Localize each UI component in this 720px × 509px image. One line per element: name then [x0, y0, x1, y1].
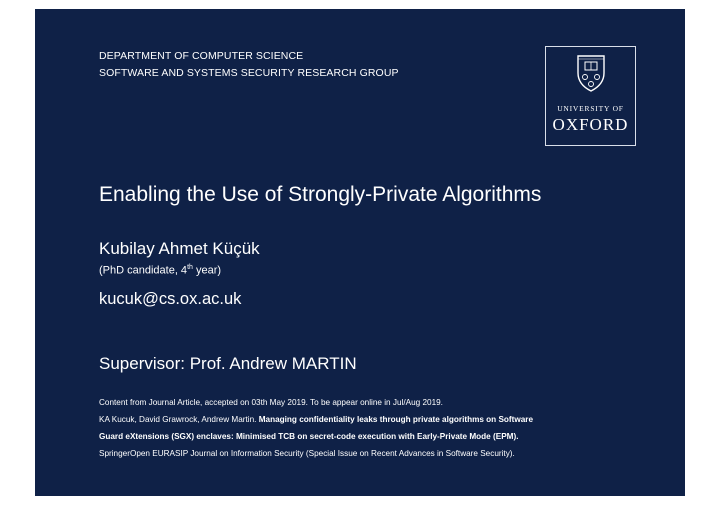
author-role-sup: th	[187, 264, 193, 271]
author-role-prefix: (PhD candidate, 4	[99, 264, 188, 277]
publication-journal: SpringerOpen EURASIP Journal on Information Security (Special Issue on Recent Advances in Software Security).	[99, 449, 515, 458]
oxford-logo	[545, 46, 636, 146]
supervisor: Supervisor: Prof. Andrew MARTIN	[99, 354, 357, 373]
publication-title-part1: Managing confidentiality leaks through private algorithms on Software	[258, 415, 534, 424]
publication-citation-line1	[99, 411, 669, 428]
publication-status: Content from Journal Article, accepted on 03th May 2019. To be appear online in Jul/Aug 2019.	[99, 398, 443, 407]
logo-oxford: OXFORD	[552, 115, 629, 134]
slide	[35, 9, 685, 496]
publication-title-part2: Guard eXtensions (SGX) enclaves: Minimised TCB on secret-code execution with Early-Private Mode (EPM).	[99, 432, 519, 441]
department-header	[99, 48, 399, 82]
logo-university-of: UNIVERSITY OF	[557, 104, 624, 113]
author-role-suffix: year)	[192, 264, 222, 277]
oxford-crest-icon	[574, 53, 608, 93]
publication-note	[99, 394, 669, 462]
publication-citation-line2	[99, 428, 669, 445]
department-name: DEPARTMENT OF COMPUTER SCIENCE	[99, 50, 304, 62]
publication-authors: KA Kucuk, David Grawrock, Andrew Martin.	[99, 415, 259, 424]
author-name: Kubilay Ahmet Küçük	[99, 239, 260, 258]
author-role	[99, 264, 221, 277]
slide-title: Enabling the Use of Strongly-Private Algorithms	[99, 183, 542, 206]
research-group-name: SOFTWARE AND SYSTEMS SECURITY RESEARCH GROUP	[99, 67, 399, 79]
author-email: kucuk@cs.ox.ac.uk	[99, 290, 242, 308]
